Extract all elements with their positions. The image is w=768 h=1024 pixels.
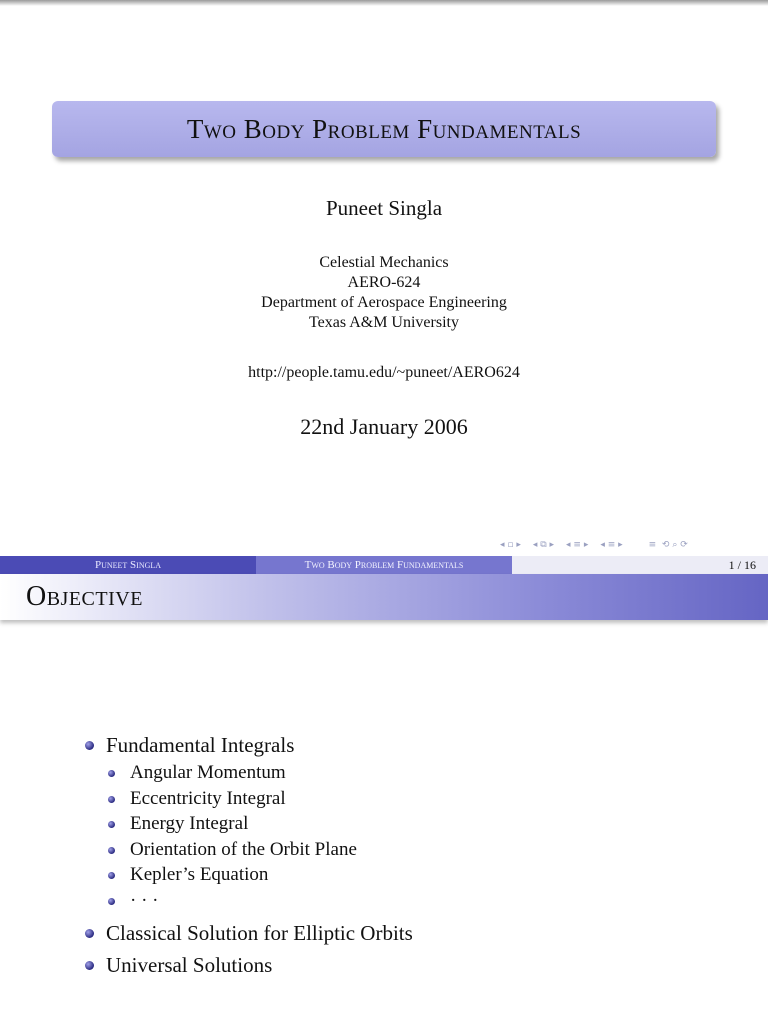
list-item: Orientation of the Orbit Plane	[108, 837, 734, 863]
page-top-shadow	[0, 0, 768, 6]
nav-section-icon[interactable]: ◂ ≡ ▸	[600, 540, 623, 550]
presentation-title: Two Body Problem Fundamentals	[186, 113, 582, 144]
list-item: Angular Momentum	[108, 760, 734, 786]
footer-page: 1 / 16	[512, 556, 768, 574]
list-item: Fundamental Integrals	[84, 731, 734, 759]
bullet-ball-icon	[108, 872, 115, 879]
bullet-ball-icon	[108, 898, 115, 905]
author-name: Puneet Singla	[325, 196, 443, 220]
footer-title: Two Body Problem Fundamentals	[256, 556, 512, 574]
course-name: Celestial Mechanics	[319, 254, 449, 271]
list-item: Kepler’s Equation	[108, 862, 734, 888]
sub-list	[108, 760, 734, 913]
bullet-list	[84, 731, 734, 979]
nav-first-icon[interactable]: ◂ ▫ ▸	[500, 540, 521, 550]
title-box	[52, 101, 716, 157]
bullet-ball-icon	[85, 741, 94, 750]
nav-search-icon[interactable]: ≡ ⟲ ⌕ ⟳	[648, 540, 688, 550]
department: Department of Aerospace Engineering	[261, 294, 507, 311]
bullet-ball-icon	[108, 847, 115, 854]
bullet-ball-icon	[108, 796, 115, 803]
course-url[interactable]: http://people.tamu.edu/~puneet/AERO624	[248, 364, 520, 381]
slide-footer	[0, 556, 768, 574]
nav-frame-icon[interactable]: ◂ ⧉ ▸	[532, 540, 555, 550]
list-item: Eccentricity Integral	[108, 786, 734, 812]
bullet-ball-icon	[85, 961, 94, 970]
footer-author: Puneet Singla	[0, 556, 256, 574]
frame-title: Objective	[26, 581, 143, 612]
beamer-navigation	[500, 537, 762, 553]
list-item: Energy Integral	[108, 811, 734, 837]
course-code: AERO-624	[347, 274, 421, 291]
institution-block	[0, 253, 768, 333]
list-item: · · ·	[108, 888, 734, 914]
list-item: Classical Solution for Elliptic Orbits	[84, 919, 734, 947]
university: Texas A&M University	[309, 314, 459, 331]
bullet-ball-icon	[108, 821, 115, 828]
bullet-ball-icon	[108, 770, 115, 777]
list-item: Universal Solutions	[84, 951, 734, 979]
frame-title-bar	[0, 574, 768, 620]
presentation-date: 22nd January 2006	[300, 414, 468, 439]
bullet-ball-icon	[85, 929, 94, 938]
nav-subsection-icon[interactable]: ◂ ≡ ▸	[566, 540, 589, 550]
